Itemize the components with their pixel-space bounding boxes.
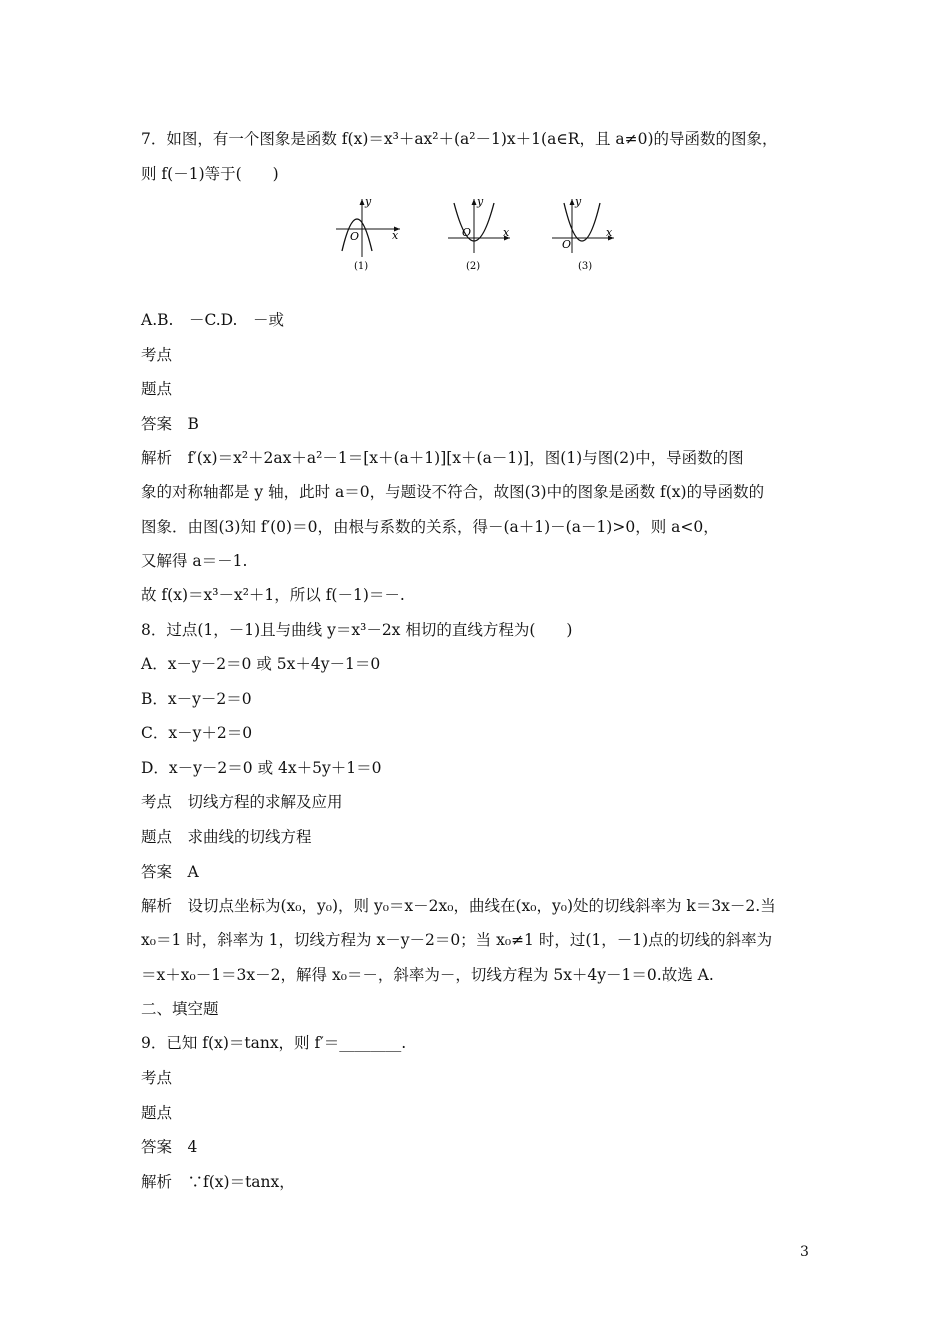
- text-line: 答案 4: [141, 1138, 198, 1156]
- text-line: A.B. －C.D. －或: [141, 311, 284, 329]
- text-line: 解析 ∵f(x)＝tanx，: [141, 1173, 295, 1191]
- text-line: 答案 B: [141, 415, 199, 433]
- figure-3-caption: (3): [578, 261, 593, 272]
- figure-3-y-label: y: [575, 195, 582, 208]
- text-line: 题点: [141, 1104, 173, 1122]
- figure-2: [440, 193, 520, 273]
- figure-1-caption: (1): [354, 261, 369, 272]
- text-line: 则 f(－1)等于( ): [141, 165, 279, 183]
- text-line: x₀＝1 时，斜率为 1，切线方程为 x－y－2＝0；当 x₀≠1 时，过(1，－1)点的切线的斜率为: [141, 931, 773, 949]
- text-line: 9．已知 f(x)＝tanx，则 f′＝________.: [141, 1034, 407, 1052]
- text-line: 二、填空题: [141, 1000, 219, 1018]
- figure-2-y-label: y: [477, 195, 484, 208]
- page-number: 3: [800, 1244, 809, 1260]
- text-line: 考点: [141, 1069, 173, 1087]
- text-line: A．x－y－2＝0 或 5x＋4y－1＝0: [141, 655, 381, 673]
- text-line: 考点: [141, 346, 173, 364]
- figure-1: [330, 193, 410, 273]
- text-line: 象的对称轴都是 y 轴，此时 a＝0，与题设不符合，故图(3)中的图象是函数 f(x)的导函数的: [141, 483, 765, 501]
- figure-1-x-label: x: [392, 229, 399, 242]
- figure-1-origin-label: O: [350, 230, 360, 243]
- text-line: 又解得 a＝－1.: [141, 552, 248, 570]
- text-line: 解析 f′(x)＝x²＋2ax＋a²－1＝[x＋(a＋1)][x＋(a－1)]，图(1)与图(2)中，导函数的图: [141, 449, 744, 467]
- figure-2-caption: (2): [466, 261, 481, 272]
- text-line: 7．如图，有一个图象是函数 f(x)＝x³＋ax²＋(a²－1)x＋1(a∈R，且 a≠0)的导函数的图象，: [141, 130, 778, 148]
- text-line: B．x－y－2＝0: [141, 690, 252, 708]
- figure-1-y-label: y: [365, 195, 372, 208]
- text-line: 解析 设切点坐标为(x₀，y₀)，则 y₀＝x－2x₀，曲线在(x₀，y₀)处的切线斜率为 k＝3x－2.当: [141, 897, 776, 915]
- figure-2-origin-label: O: [462, 226, 472, 239]
- figure-3: [548, 193, 628, 273]
- text-line: C．x－y＋2＝0: [141, 724, 253, 742]
- text-line: 故 f(x)＝x³－x²＋1，所以 f(－1)＝－.: [141, 586, 405, 604]
- text-line: 答案 A: [141, 863, 199, 881]
- text-line: ＝x＋x₀－1＝3x－2，解得 x₀＝－，斜率为－，切线方程为 5x＋4y－1＝0.故选 A.: [141, 966, 714, 984]
- text-line: 考点 切线方程的求解及应用: [141, 793, 343, 811]
- text-line: D．x－y－2＝0 或 4x＋5y＋1＝0: [141, 759, 382, 777]
- figure-3-origin-label: O: [562, 238, 572, 251]
- text-line: 8．过点(1，－1)且与曲线 y＝x³－2x 相切的直线方程为( ): [141, 621, 573, 639]
- figure-2-x-label: x: [503, 226, 510, 239]
- text-line: 题点 求曲线的切线方程: [141, 828, 312, 846]
- text-line: 题点: [141, 380, 173, 398]
- text-line: 图象．由图(3)知 f′(0)＝0，由根与系数的关系，得－(a＋1)－(a－1)>0，则 a<0，: [141, 518, 719, 536]
- figure-3-x-label: x: [606, 226, 613, 239]
